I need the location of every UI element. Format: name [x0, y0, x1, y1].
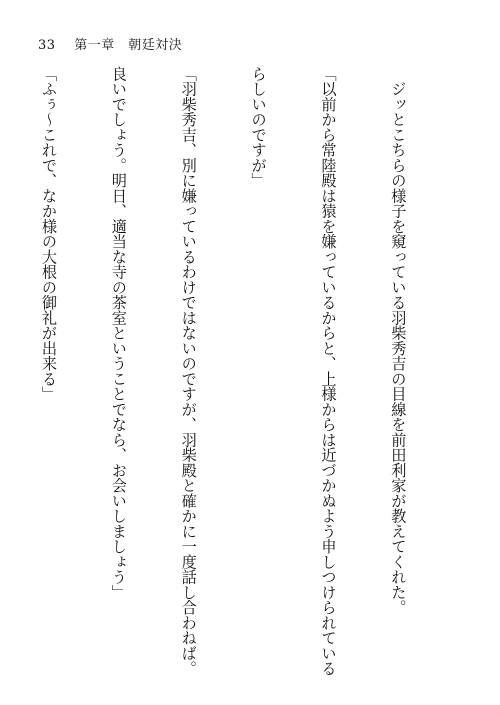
- text-line: 「以前から常陸殿は猿を嫌っているからと、上様からは近づかぬよう申しつけられている: [319, 66, 338, 676]
- page-number: 33: [38, 38, 56, 53]
- text-line: 「ふぅ〜これで、なか様の大根の御礼が出来る」: [39, 66, 58, 402]
- text-line: ジッとこちらの様子を窺っている羽柴秀吉の目線を前田利家が教えてくれた。: [389, 66, 408, 615]
- vertical-text-body: [0, 66, 456, 676]
- text-line: 「羽柴秀吉、別に嫌っているわけではないのですが、羽柴殿と確かに一度話し合わねば。: [179, 66, 198, 676]
- chapter-title: 第一章 朝廷対決: [74, 38, 183, 53]
- running-header: [38, 34, 182, 53]
- text-line: 良いでしょう。明日、適当な寺の茶室ということでなら、お会いしましょう」: [109, 66, 128, 600]
- text-line: らしいのですが」: [249, 66, 268, 188]
